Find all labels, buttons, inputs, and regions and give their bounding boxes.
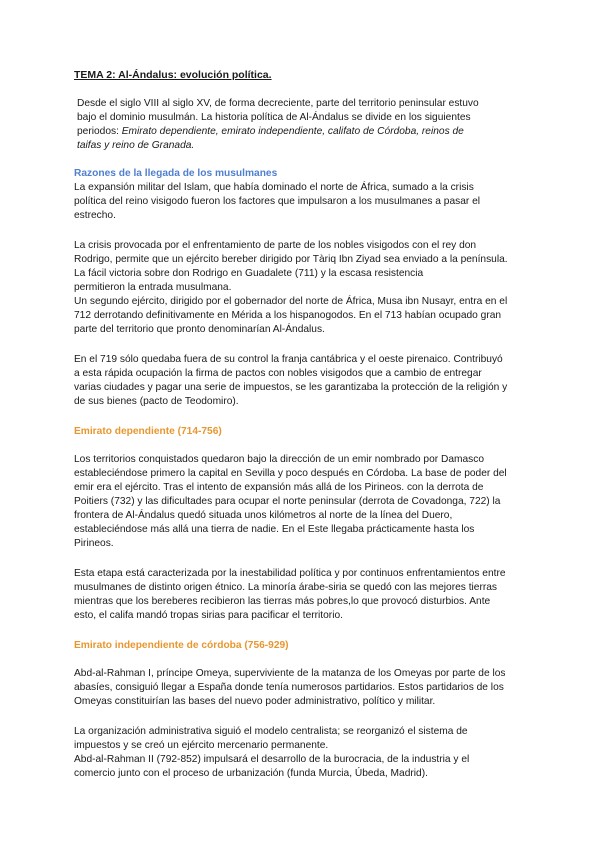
text-line: En el 719 sólo quedaba fuera de su control la franja cantábrica y el oeste pirenaico. Contribuyó (74, 354, 503, 365)
text-line: Rodrigo, permite que un ejército bereber dirigido por Tàriq Ibn Ziyad sea enviado a la península. (74, 254, 508, 265)
section-heading-emirato-independiente: Emirato independiente de córdoba (756-929) (74, 640, 289, 651)
intro-periods: Emirato dependiente, emirato independiente, califato de Córdoba, reinos de (121, 126, 464, 137)
section-paragraph (74, 239, 518, 337)
text-line: a esta rápida ocupación la firma de pactos con nobles visigodos que a cambio de entregar (74, 368, 482, 379)
intro-prefix: periodos: (77, 126, 122, 137)
text-line: impuestos y se creó un ejército mercenario permanente. (74, 740, 329, 751)
text-line: parte del territorio que pronto denominarían Al-Ándalus. (74, 324, 325, 335)
intro-line: taifas y reino de Granada. (77, 140, 195, 151)
section-paragraph (74, 181, 518, 223)
text-line: La organización administrativa siguió el modelo centralista; se reorganizó el sistema de (74, 726, 468, 737)
text-line: estrecho. (74, 210, 116, 221)
text-line: estableciéndose más allá una tierra de nadie. En el Este llegaba prácticamente hasta los (74, 524, 475, 535)
text-line: Pirineos. (74, 538, 114, 549)
intro-line (77, 125, 518, 139)
text-line: permitieron la entrada musulmana. (74, 282, 232, 293)
text-line: Poitiers (732) y las dificultades para ocupar el norte peninsular (derrota de Covadonga, 722) la (74, 496, 501, 507)
text-line: 712 derrotando definitivamente en Mérida a los hispanogodos. En el 713 habían ocupado gran (74, 310, 502, 321)
text-line: esto, el califa mandó tropas sirias para pacificar el territorio. (74, 610, 343, 621)
text-line: Abd-al-Rahman I, príncipe Omeya, superviviente de la matanza de los Omeyas por parte de los (74, 668, 506, 679)
text-line: mientras que los bereberes recibieron las tierras más pobres,lo que provocó disturbios. Ante (74, 596, 491, 607)
text-line: de sus bienes (pacto de Teodomiro). (74, 396, 239, 407)
section-paragraph (74, 667, 518, 709)
text-line: Esta etapa está caracterizada por la inestabilidad política y por continuos enfrentamientos entre (74, 568, 506, 579)
text-line: Abd-al-Rahman II (792-852) impulsará el desarrollo de la burocracia, de la industria y el (74, 754, 470, 765)
section-paragraph (74, 353, 518, 409)
text-line: comercio junto con el proceso de urbanización (funda Murcia, Úbeda, Madrid). (74, 768, 428, 779)
text-line: emir era el ejército. Tras el intento de expansión más allá de los Pirineos. con la derrota de (74, 482, 484, 493)
text-line: Los territorios conquistados quedaron bajo la dirección de un emir nombrado por Damasco (74, 454, 484, 465)
section-heading-emirato-dependiente: Emirato dependiente (714-756) (74, 426, 222, 437)
section-paragraph (74, 453, 518, 551)
intro-paragraph (74, 97, 518, 153)
intro-line: bajo el dominio musulmán. La historia política de Al-Ándalus se divide en los siguientes (77, 112, 471, 123)
text-line: La crisis provocada por el enfrentamiento de parte de los nobles visigodos con el rey don (74, 240, 477, 251)
text-line: política del reino visigodo fueron los factores que impulsaron a los musulmanes a pasar el (74, 196, 481, 207)
text-line: abasíes, consiguió llegar a España donde tenía numerosos partidarios. Estos partidarios de los (74, 682, 504, 693)
text-line: musulmanes de distinto origen étnico. La minoría árabe-siria se quedó con las mejores tierras (74, 582, 497, 593)
text-line: La expansión militar del Islam, que había dominado el norte de África, sumado a la crisis (74, 182, 474, 193)
section-paragraph (74, 725, 518, 781)
document-title: TEMA 2: Al-Ándalus: evolución política. (74, 69, 272, 81)
section-heading-razones: Razones de la llegada de los musulmanes (74, 168, 278, 179)
text-line: Omeyas constituirían las bases del nuevo poder administrativo, político y militar. (74, 696, 436, 707)
text-line: La fácil victoria sobre don Rodrigo en Guadalete (711) y la escasa resistencia (74, 268, 424, 279)
section-paragraph (74, 567, 518, 623)
text-line: frontera de Al-Ándalus quedó situada unos kilómetros al norte de la línea del Duero, (74, 510, 453, 521)
intro-line: Desde el siglo VIII al siglo XV, de forma decreciente, parte del territorio peninsular estuvo (77, 98, 479, 109)
text-line: varias ciudades y pagar una serie de impuestos, se les garantizaba la protección de la religión y (74, 382, 508, 393)
text-line: estableciéndose primero la capital en Sevilla y poco después en Córdoba. La base de poder del (74, 468, 507, 479)
text-line: Un segundo ejército, dirigido por el gobernador del norte de África, Musa ibn Nusayr, entra en el (74, 296, 508, 307)
